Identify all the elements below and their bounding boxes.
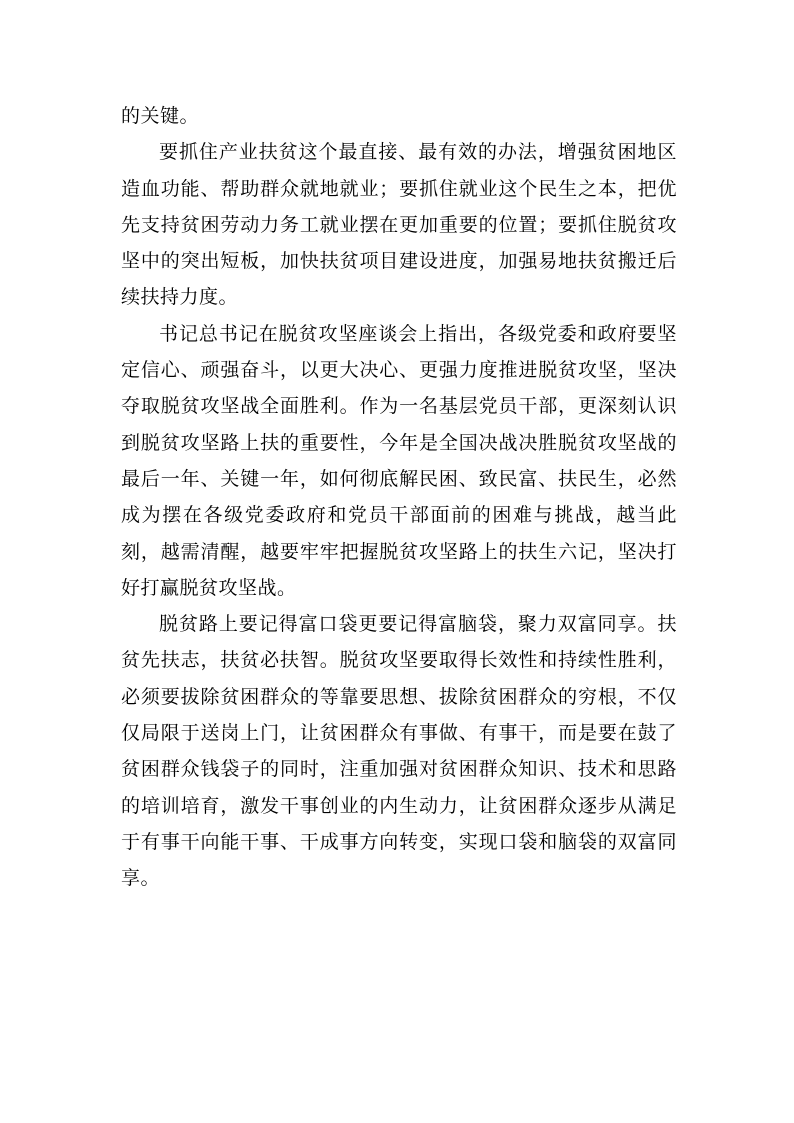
paragraph-dual-prosperity: 脱贫路上要记得富口袋更要记得富脑袋，聚力双富同享。扶贫先扶志，扶贫必扶智。脱贫攻坚要取得长效性和持续性胜利，必须要拔除贫困群众的等靠要思想、拔除贫困群众的穷根，不仅仅局限于送岗上门，让贫困群众有事做、有事干，而是要在鼓了贫困群众钱袋子的同时，注重加强对贫困群众知识、技术和思路的培训培育，激发干事创业的内生动力，让贫困群众逐步从满足于有事干向能干事、干成事方向转变，实现口袋和脑袋的双富同享。 <box>121 613 677 890</box>
document-body <box>121 98 677 897</box>
paragraph-continuation: 的关键。 <box>121 105 200 127</box>
paragraph-symposium-remarks: 书记总书记在脱贫攻坚座谈会上指出，各级党委和政府要坚定信心、顽强奋斗，以更大决心、更强力度推进脱贫攻坚，坚决夺取脱贫攻坚战全面胜利。作为一名基层党员干部，更深刻认识到脱贫攻坚路上扶的重要性，今年是全国决战决胜脱贫攻坚战的最后一年、关键一年，如何彻底解民困、致民富、扶民生，必然成为摆在各级党委政府和党员干部面前的困难与挑战，越当此刻，越需清醒，越要牢牢把握脱贫攻坚路上的扶生六记，坚决打好打赢脱贫攻坚战。 <box>121 322 677 599</box>
paragraph-industry-poverty-alleviation: 要抓住产业扶贫这个最直接、最有效的办法，增强贫困地区造血功能、帮助群众就地就业；要抓住就业这个民生之本，把优先支持贫困劳动力务工就业摆在更加重要的位置；要抓住脱贫攻坚中的突出短板，加快扶贫项目建设进度，加强易地扶贫搬迁后续扶持力度。 <box>121 141 677 309</box>
